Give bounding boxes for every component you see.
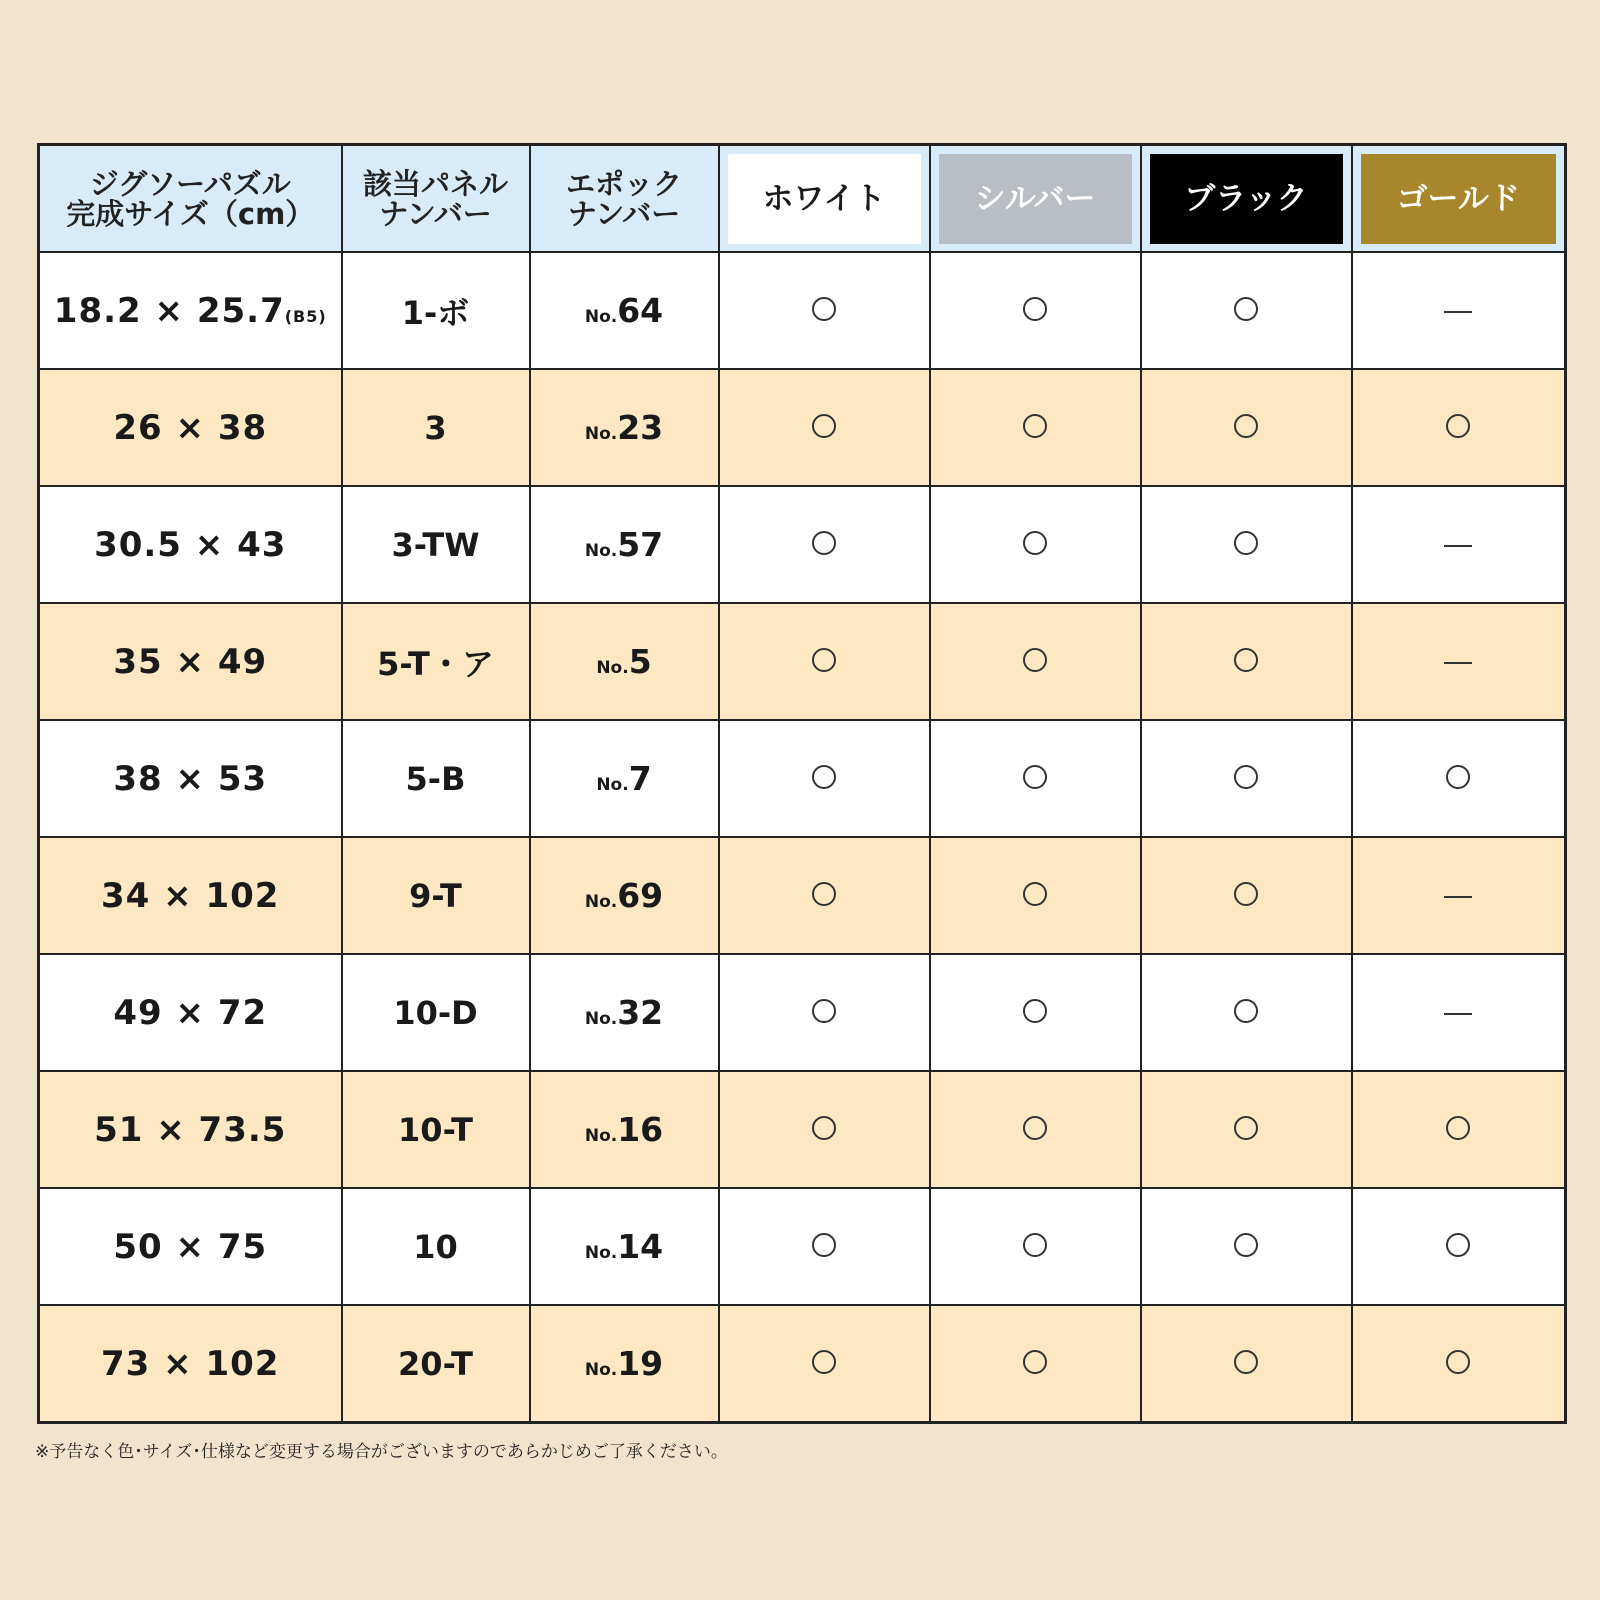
- cell-availability-white: [719, 954, 930, 1071]
- cell-epoch-number: [530, 1071, 719, 1188]
- epoch-no-prefix: No.: [596, 775, 629, 795]
- available-circle-icon: [1446, 414, 1470, 438]
- cell-availability-gold: [1352, 720, 1566, 837]
- epoch-no-prefix: No.: [584, 892, 618, 912]
- cell-availability-black: [1141, 486, 1352, 603]
- available-circle-icon: [1023, 999, 1047, 1023]
- cell-availability-white: [719, 369, 930, 486]
- size-value: 30.5 × 43: [94, 524, 287, 565]
- cell-size: [39, 837, 342, 954]
- available-circle-icon: [1023, 1233, 1047, 1257]
- cell-availability-gold: [1352, 1188, 1566, 1305]
- header-epoch-line2: ナンバー: [567, 196, 681, 231]
- available-circle-icon: [1446, 1116, 1470, 1140]
- color-swatch-white: ホワイト: [728, 154, 921, 244]
- size-suffix: (B5): [284, 306, 327, 326]
- cell-panel-number: 10-T: [342, 1071, 530, 1188]
- cell-size: [39, 1188, 342, 1305]
- cell-availability-gold: [1352, 369, 1566, 486]
- cell-availability-silver: [930, 837, 1141, 954]
- table-row: [39, 1071, 1566, 1188]
- unavailable-dash-icon: [1444, 545, 1472, 547]
- cell-availability-gold: [1352, 252, 1566, 369]
- table-row: [39, 720, 1566, 837]
- cell-availability-white: [719, 1305, 930, 1423]
- cell-availability-black: [1141, 954, 1352, 1071]
- cell-availability-black: [1141, 252, 1352, 369]
- available-circle-icon: [1234, 1350, 1258, 1374]
- cell-availability-white: [719, 720, 930, 837]
- table-row: [39, 369, 1566, 486]
- cell-size: [39, 603, 342, 720]
- epoch-number-value: 69: [617, 876, 664, 915]
- table-row: [39, 954, 1566, 1071]
- table-row: [39, 1188, 1566, 1305]
- cell-availability-black: [1141, 1305, 1352, 1423]
- size-value: 50 × 75: [113, 1226, 268, 1267]
- cell-size: [39, 1071, 342, 1188]
- cell-epoch-number: [530, 720, 719, 837]
- cell-epoch-number: [530, 1188, 719, 1305]
- cell-availability-gold: [1352, 837, 1566, 954]
- available-circle-icon: [1234, 1233, 1258, 1257]
- cell-availability-gold: [1352, 1305, 1566, 1423]
- available-circle-icon: [1234, 882, 1258, 906]
- header-size-line1: ジグソーパズル: [89, 166, 291, 201]
- footnote: ※予告なく色･サイズ･仕様など変更する場合がございますのであらかじめご了承ください。: [35, 1442, 728, 1462]
- unavailable-dash-icon: [1444, 662, 1472, 664]
- size-value: 38 × 53: [113, 758, 268, 799]
- available-circle-icon: [1023, 297, 1047, 321]
- header-color-silver: [930, 145, 1141, 253]
- available-circle-icon: [1446, 765, 1470, 789]
- available-circle-icon: [812, 765, 836, 789]
- header-size: [39, 145, 342, 253]
- table-body: [39, 252, 1566, 1423]
- epoch-no-prefix: No.: [584, 541, 618, 561]
- cell-size: [39, 369, 342, 486]
- available-circle-icon: [812, 999, 836, 1023]
- header-color-white: [719, 145, 930, 253]
- available-circle-icon: [1234, 1116, 1258, 1140]
- header-panel-line1: 該当パネル: [362, 166, 508, 201]
- cell-availability-gold: [1352, 1071, 1566, 1188]
- size-value: 51 × 73.5: [94, 1109, 287, 1150]
- cell-availability-gold: [1352, 603, 1566, 720]
- header-color-black: [1141, 145, 1352, 253]
- available-circle-icon: [812, 1233, 836, 1257]
- cell-availability-silver: [930, 1305, 1141, 1423]
- available-circle-icon: [1234, 765, 1258, 789]
- cell-availability-black: [1141, 837, 1352, 954]
- compatibility-table: [37, 143, 1567, 1424]
- available-circle-icon: [812, 648, 836, 672]
- available-circle-icon: [1023, 531, 1047, 555]
- cell-panel-number: 3-TW: [342, 486, 530, 603]
- available-circle-icon: [1023, 414, 1047, 438]
- cell-epoch-number: [530, 369, 719, 486]
- header-row: [39, 145, 1566, 253]
- cell-availability-white: [719, 1188, 930, 1305]
- epoch-number-value: 16: [617, 1110, 664, 1149]
- epoch-no-prefix: No.: [584, 1126, 618, 1146]
- epoch-no-prefix: No.: [584, 1009, 618, 1029]
- available-circle-icon: [1023, 765, 1047, 789]
- epoch-no-prefix: No.: [596, 658, 629, 678]
- cell-availability-gold: [1352, 954, 1566, 1071]
- table-row: [39, 1305, 1566, 1423]
- cell-availability-gold: [1352, 486, 1566, 603]
- cell-availability-white: [719, 1071, 930, 1188]
- available-circle-icon: [1446, 1233, 1470, 1257]
- size-value: 35 × 49: [113, 641, 268, 682]
- cell-epoch-number: [530, 837, 719, 954]
- table-row: [39, 486, 1566, 603]
- available-circle-icon: [812, 882, 836, 906]
- cell-availability-white: [719, 837, 930, 954]
- cell-size: [39, 486, 342, 603]
- size-value: 18.2 × 25.7: [53, 290, 285, 331]
- cell-availability-white: [719, 603, 930, 720]
- cell-availability-white: [719, 486, 930, 603]
- epoch-number-value: 64: [617, 291, 664, 330]
- table-row: [39, 837, 1566, 954]
- size-value: 34 × 102: [101, 875, 280, 916]
- available-circle-icon: [1023, 882, 1047, 906]
- epoch-number-value: 14: [617, 1227, 664, 1266]
- epoch-no-prefix: No.: [584, 1360, 618, 1380]
- available-circle-icon: [1023, 648, 1047, 672]
- color-swatch-silver: シルバー: [939, 154, 1132, 244]
- epoch-no-prefix: No.: [584, 307, 618, 327]
- size-value: 49 × 72: [113, 992, 268, 1033]
- cell-panel-number: 5-T・ア: [342, 603, 530, 720]
- panel-size-table: [37, 143, 1564, 1424]
- cell-availability-silver: [930, 954, 1141, 1071]
- available-circle-icon: [1234, 531, 1258, 555]
- cell-size: [39, 252, 342, 369]
- available-circle-icon: [1234, 648, 1258, 672]
- cell-size: [39, 954, 342, 1071]
- available-circle-icon: [812, 414, 836, 438]
- epoch-number-value: 5: [628, 642, 652, 681]
- cell-panel-number: 3: [342, 369, 530, 486]
- cell-availability-silver: [930, 720, 1141, 837]
- available-circle-icon: [1234, 297, 1258, 321]
- header-color-gold: [1352, 145, 1566, 253]
- unavailable-dash-icon: [1444, 311, 1472, 313]
- available-circle-icon: [812, 1350, 836, 1374]
- cell-size: [39, 720, 342, 837]
- header-panel-line2: ナンバー: [379, 196, 492, 231]
- epoch-number-value: 23: [617, 408, 664, 447]
- epoch-number-value: 7: [628, 759, 652, 798]
- available-circle-icon: [812, 531, 836, 555]
- cell-size: [39, 1305, 342, 1423]
- color-swatch-gold: ゴールド: [1361, 154, 1557, 244]
- cell-availability-silver: [930, 603, 1141, 720]
- unavailable-dash-icon: [1444, 896, 1472, 898]
- available-circle-icon: [1234, 414, 1258, 438]
- cell-availability-black: [1141, 720, 1352, 837]
- cell-availability-black: [1141, 1071, 1352, 1188]
- size-value: 26 × 38: [113, 407, 268, 448]
- cell-epoch-number: [530, 954, 719, 1071]
- table-row: [39, 252, 1566, 369]
- header-epoch: [530, 145, 719, 253]
- cell-epoch-number: [530, 486, 719, 603]
- header-epoch-line1: エポック: [565, 166, 682, 201]
- header-panel: [342, 145, 530, 253]
- available-circle-icon: [1023, 1116, 1047, 1140]
- epoch-number-value: 19: [617, 1344, 664, 1383]
- cell-panel-number: 9-T: [342, 837, 530, 954]
- available-circle-icon: [812, 1116, 836, 1140]
- table-row: [39, 603, 1566, 720]
- available-circle-icon: [1023, 1350, 1047, 1374]
- header-size-line2: 完成サイズ（cm）: [66, 196, 315, 231]
- unavailable-dash-icon: [1444, 1013, 1472, 1015]
- cell-availability-silver: [930, 486, 1141, 603]
- epoch-number-value: 57: [617, 525, 664, 564]
- color-swatch-black: ブラック: [1150, 154, 1343, 244]
- cell-epoch-number: [530, 252, 719, 369]
- available-circle-icon: [1234, 999, 1258, 1023]
- cell-panel-number: 1-ボ: [342, 252, 530, 369]
- cell-availability-white: [719, 252, 930, 369]
- cell-epoch-number: [530, 603, 719, 720]
- epoch-no-prefix: No.: [584, 1243, 618, 1263]
- cell-availability-black: [1141, 603, 1352, 720]
- epoch-no-prefix: No.: [584, 424, 618, 444]
- cell-panel-number: 10: [342, 1188, 530, 1305]
- cell-panel-number: 10-D: [342, 954, 530, 1071]
- cell-availability-silver: [930, 1071, 1141, 1188]
- cell-availability-black: [1141, 369, 1352, 486]
- cell-availability-silver: [930, 1188, 1141, 1305]
- cell-panel-number: 5-B: [342, 720, 530, 837]
- cell-panel-number: 20-T: [342, 1305, 530, 1423]
- size-value: 73 × 102: [101, 1343, 280, 1384]
- cell-availability-silver: [930, 369, 1141, 486]
- cell-availability-silver: [930, 252, 1141, 369]
- available-circle-icon: [1446, 1350, 1470, 1374]
- available-circle-icon: [812, 297, 836, 321]
- cell-epoch-number: [530, 1305, 719, 1423]
- cell-availability-black: [1141, 1188, 1352, 1305]
- epoch-number-value: 32: [617, 993, 664, 1032]
